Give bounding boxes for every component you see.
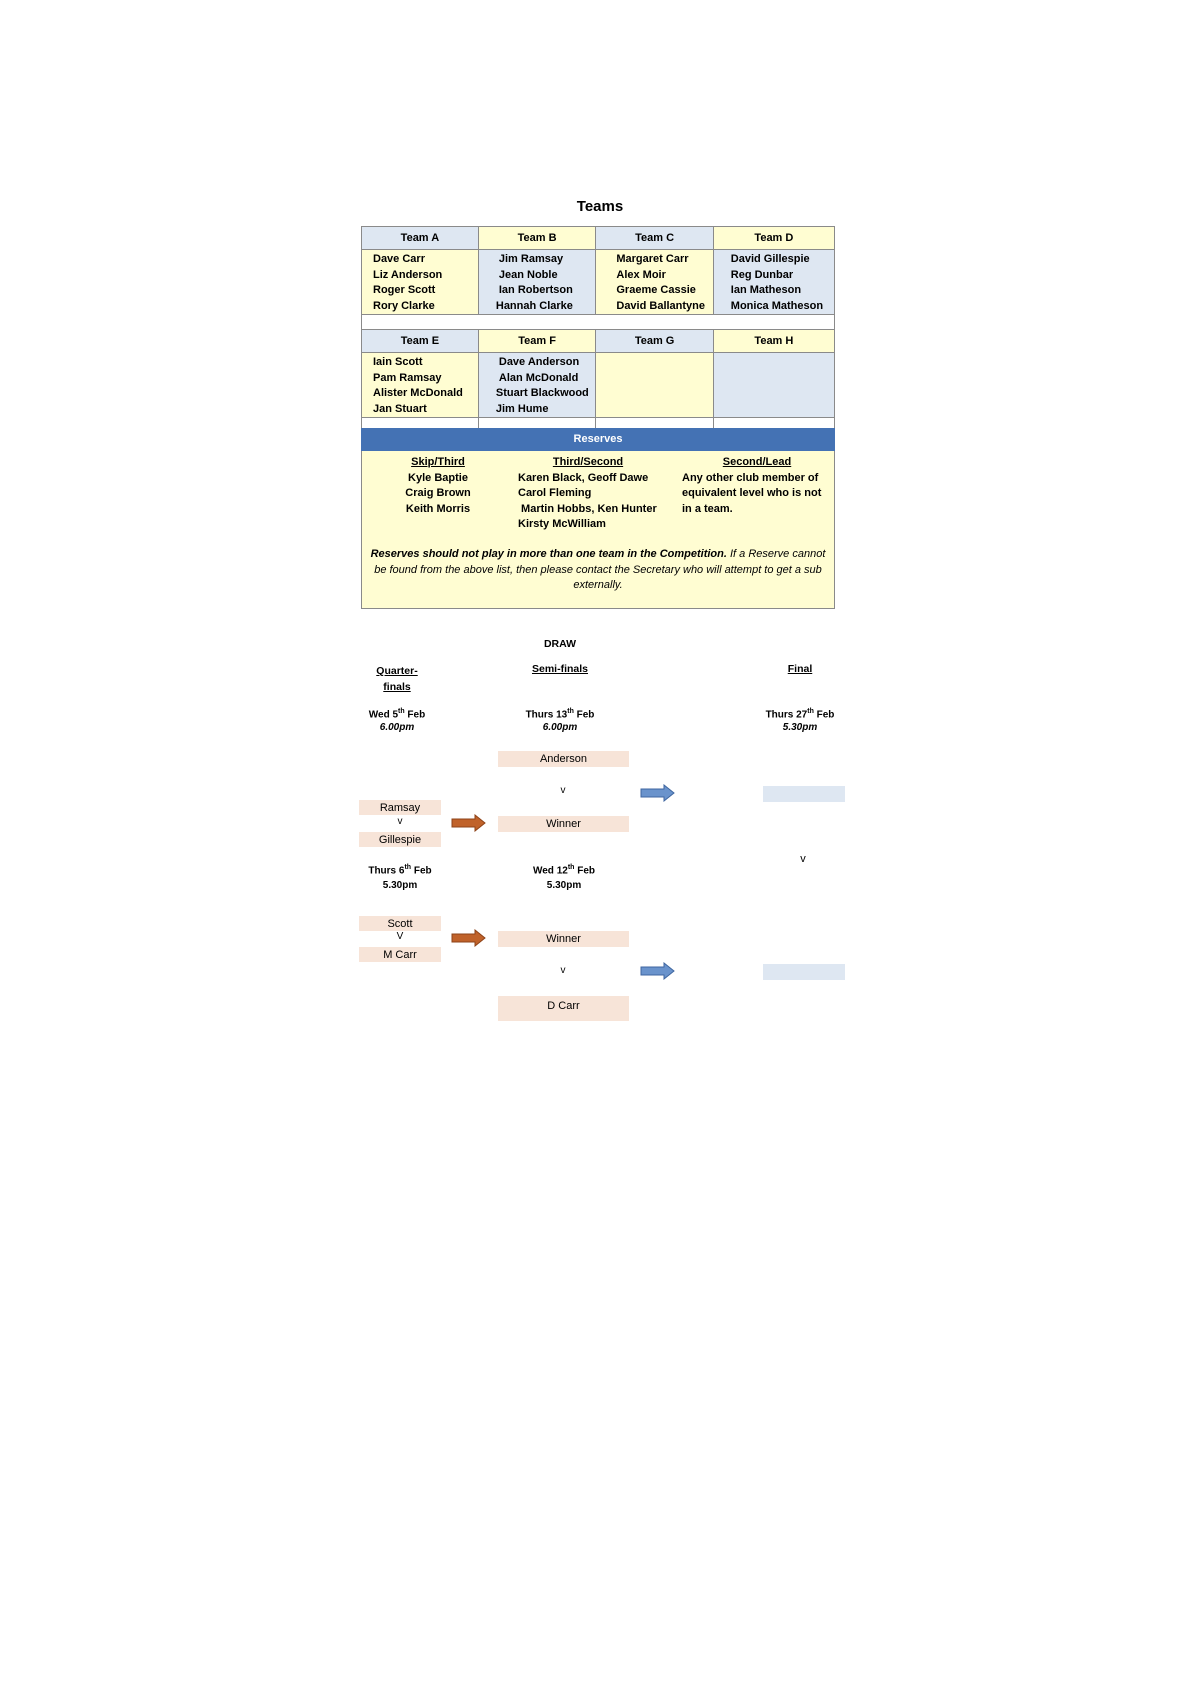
final-versus: v (800, 853, 806, 865)
table-spacer (362, 315, 835, 330)
qf2-time: 5.30pm (382, 880, 418, 891)
team-members (478, 353, 596, 418)
team-member: Monica Matheson (730, 299, 824, 312)
team-member: Reg Dunbar (730, 268, 794, 281)
reserve-note-line: Any other club member of (682, 471, 819, 484)
qf1-team-bottom: Gillespie (359, 832, 441, 847)
sf2-versus: v (560, 965, 566, 976)
team-members (362, 353, 479, 418)
team-member: Alex Moir (616, 268, 666, 281)
date-day: Wed 5 (368, 709, 399, 721)
team-member: David Gillespie (730, 253, 810, 265)
arrow-right-icon (640, 962, 676, 980)
team-member: Jim Ramsay (498, 253, 564, 265)
reserve-name: Kirsty McWilliam (518, 518, 606, 530)
team-members (713, 250, 834, 315)
page-title: Teams (576, 198, 624, 215)
reserves-note-text: If a Reserve cannot be found from the above list, then please contact the Secretary who will attempt to get a sub externally. (374, 548, 826, 591)
team-members (478, 250, 596, 315)
date-month: Feb (411, 865, 432, 877)
teams-table (361, 226, 835, 433)
team-member: Dave Carr (373, 253, 425, 265)
team-member: Stuart Blackwood (495, 387, 589, 399)
team-member: Graeme Cassie (616, 284, 696, 296)
reserves-note (370, 547, 826, 594)
date-sup: th (404, 864, 412, 871)
reserve-name: Carol Fleming (518, 487, 592, 499)
semi-finals-label: Semi-finals (531, 663, 589, 675)
sf2-team-bottom: D Carr (498, 996, 629, 1021)
final-team-top (763, 786, 845, 802)
team-member: Liz Anderson (373, 268, 443, 281)
qf1-time: 6.00pm (379, 722, 415, 733)
team-member: David Ballantyne (616, 299, 706, 312)
reserve-name: Karen Black, Geoff Dawe (518, 471, 649, 484)
team-header: Team F (478, 330, 596, 353)
qf2-team-top: Scott (359, 916, 441, 931)
qf2-versus: V (396, 931, 404, 942)
team-member: Roger Scott (373, 284, 436, 296)
reserves-note-bold: Reserves should not play in more than one team in the Competition. (370, 548, 727, 560)
final-label: Final (787, 663, 813, 675)
team-member: Hannah Clarke (495, 299, 573, 312)
reserves-heading: Third/Second (552, 456, 624, 468)
sf2-time: 5.30pm (546, 880, 582, 891)
date-month: Feb (574, 865, 595, 877)
team-member: Alister McDonald (373, 387, 463, 399)
qf1-date (347, 708, 447, 720)
reserve-name: Keith Morris (405, 502, 471, 515)
date-day: Thurs 13 (525, 709, 568, 721)
team-member: Jan Stuart (373, 402, 427, 415)
date-sup: th (567, 864, 575, 871)
sf1-time: 6.00pm (542, 722, 578, 733)
sf1-versus: v (560, 785, 566, 796)
date-sup: th (567, 708, 574, 715)
team-member: Rory Clarke (373, 299, 435, 312)
team-members (362, 250, 479, 315)
date-day: Thurs 27 (765, 709, 808, 721)
reserve-note-line: in a team. (682, 502, 733, 515)
team-member: Ian Robertson (498, 284, 573, 296)
date-sup: th (398, 708, 405, 715)
reserves-heading: Second/Lead (722, 456, 792, 468)
reserves-column (518, 455, 668, 533)
sf1-team-bottom: Winner (498, 816, 629, 832)
team-member: Jean Noble (498, 268, 558, 281)
team-member: Alan McDonald (498, 371, 579, 384)
qf2-team-bottom: M Carr (359, 947, 441, 962)
reserves-heading: Skip/Third (411, 456, 465, 468)
team-member: Iain Scott (373, 356, 423, 368)
team-header: Team A (362, 227, 479, 250)
date-day: Wed 12 (532, 865, 568, 877)
arrow-right-icon (451, 814, 487, 832)
reserve-note-line: equivalent level who is not (682, 487, 822, 499)
team-members (596, 250, 713, 315)
reserve-name: Martin Hobbs, Ken Hunter (518, 502, 657, 515)
reserve-name: Kyle Baptie (408, 471, 468, 484)
qf1-team-top: Ramsay (359, 800, 441, 815)
final-time: 5.30pm (782, 722, 818, 733)
reserves-column (682, 455, 832, 517)
reserve-name: Craig Brown (405, 487, 471, 499)
arrow-right-icon (640, 784, 676, 802)
team-member: Dave Anderson (498, 356, 580, 368)
team-member: Margaret Carr (616, 253, 689, 265)
arrow-right-icon (451, 929, 487, 947)
team-member: Pam Ramsay (373, 371, 442, 384)
qf2-date (350, 864, 450, 876)
team-header: Team D (713, 227, 834, 250)
final-date (750, 708, 850, 720)
date-month: Feb (404, 709, 426, 721)
date-day: Thurs 6 (368, 865, 405, 877)
qf1-versus: v (397, 816, 403, 827)
sf1-date (510, 708, 610, 720)
date-sup: th (807, 708, 814, 715)
date-month: Feb (813, 709, 835, 721)
final-team-bottom (763, 964, 845, 980)
team-header: Team H (713, 330, 834, 353)
reserves-column (398, 455, 478, 517)
sf2-team-top: Winner (498, 931, 629, 947)
team-members (596, 353, 713, 418)
quarter-finals-label (357, 663, 437, 695)
team-header: Team E (362, 330, 479, 353)
sf2-date (514, 864, 614, 876)
quarter-finals-label-line: Quarter- (376, 665, 418, 677)
team-header: Team G (596, 330, 713, 353)
date-month: Feb (573, 709, 595, 721)
team-header: Team C (596, 227, 713, 250)
draw-title: DRAW (543, 638, 577, 650)
sf1-team-top: Anderson (498, 751, 629, 767)
quarter-finals-label-line: finals (383, 681, 411, 693)
team-member: Jim Hume (495, 402, 549, 415)
team-members (713, 353, 834, 418)
team-member: Ian Matheson (730, 284, 802, 296)
reserves-title: Reserves (361, 428, 835, 451)
team-header: Team B (478, 227, 596, 250)
